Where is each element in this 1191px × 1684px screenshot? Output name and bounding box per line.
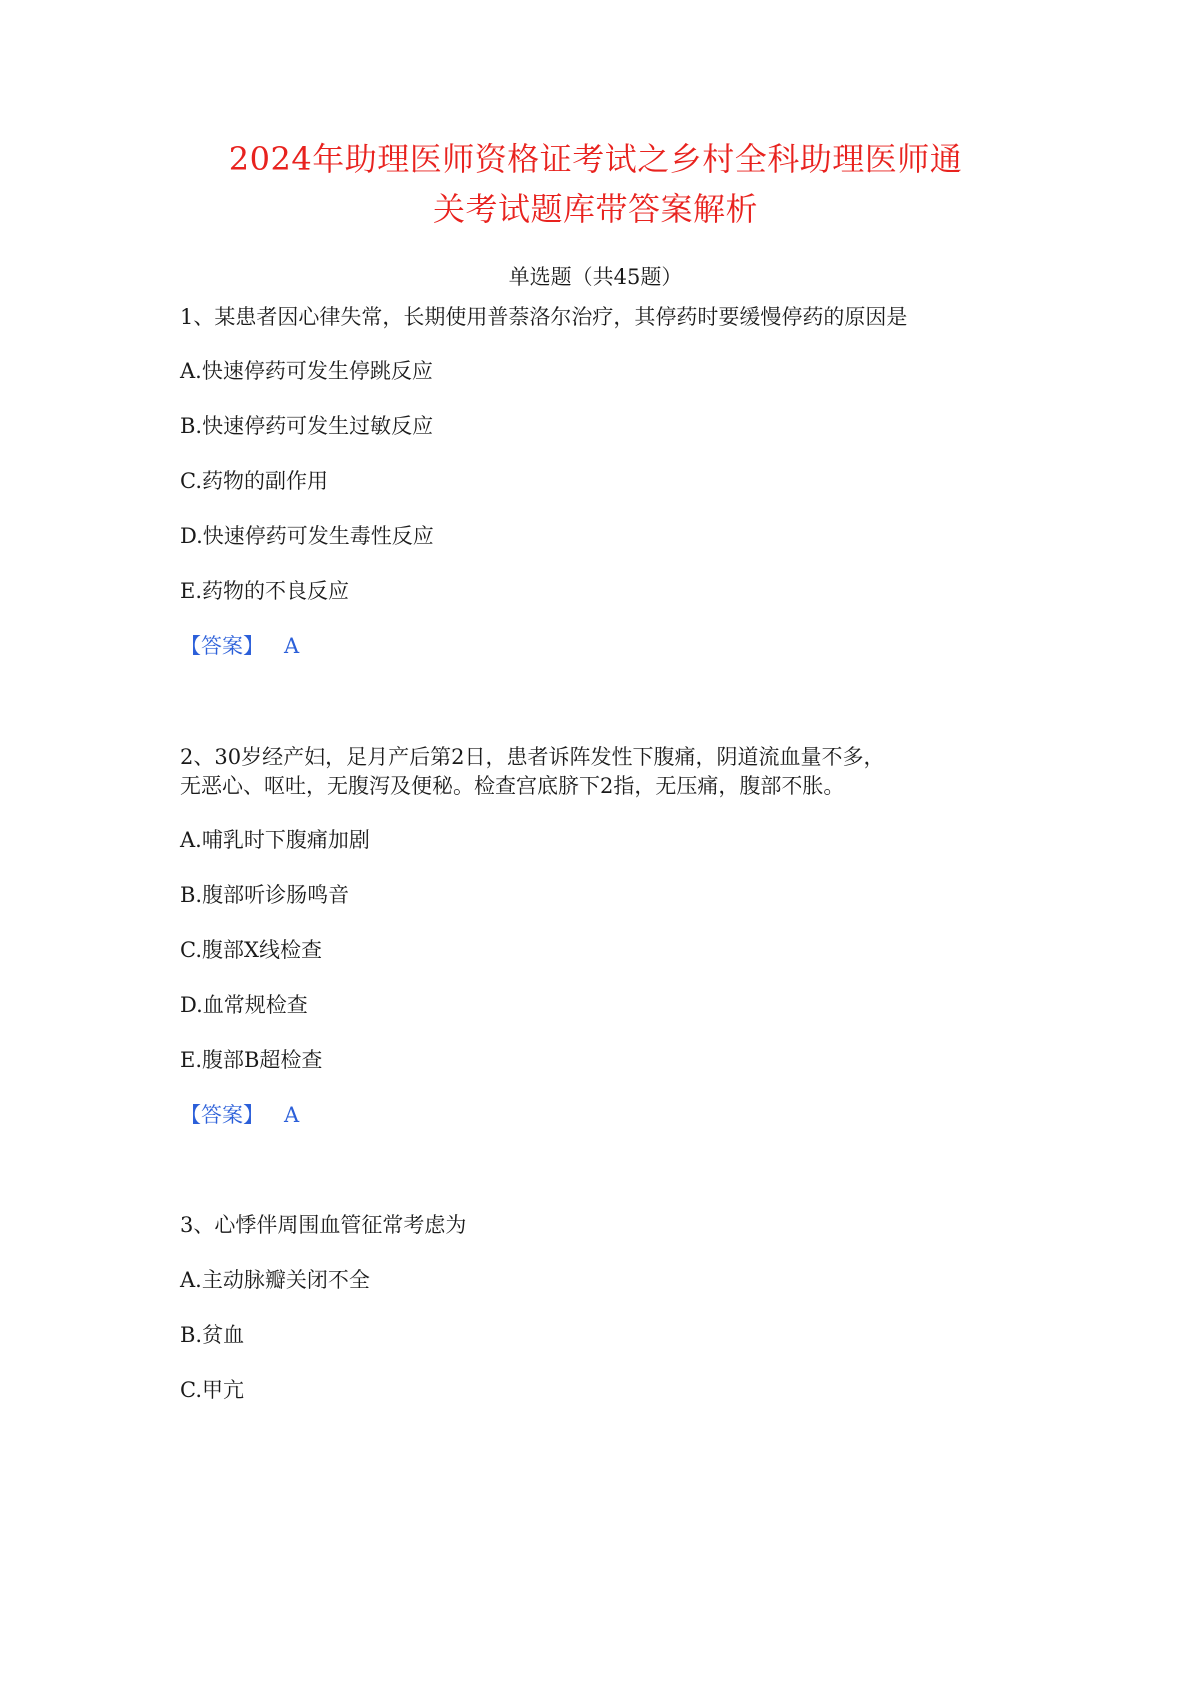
answer-label: 【答案】 — [180, 634, 264, 658]
question-2-option-e: E.腹部B超检查 — [180, 1048, 323, 1072]
question-2-answer — [180, 1100, 299, 1130]
question-1-answer — [180, 631, 299, 661]
question-3-option-a: A.主动脉瓣关闭不全 — [180, 1268, 370, 1292]
question-3-option-b: B.贫血 — [180, 1323, 245, 1347]
title-line-2: 关考试题库带答案解析 — [432, 190, 758, 228]
question-1-option-e: E.药物的不良反应 — [180, 579, 350, 603]
question-3-option-c: C.甲亢 — [180, 1378, 244, 1402]
question-1-option-d: D.快速停药可发生毒性反应 — [180, 524, 434, 548]
answer-label: 【答案】 — [180, 1103, 264, 1127]
question-2-stem-line-2: 无恶心、呕吐，无腹泻及便秘。检查宫底脐下2指，无压痛，腹部不胀。 — [180, 774, 845, 798]
question-1-option-c: C.药物的副作用 — [180, 469, 328, 493]
answer-value: A — [284, 634, 300, 658]
section-heading: 单选题（共45题） — [508, 265, 683, 289]
question-1-option-a: A.快速停药可发生停跳反应 — [180, 359, 433, 383]
question-2-option-a: A.哺乳时下腹痛加剧 — [180, 828, 370, 852]
question-2-stem-line-1: 2、30岁经产妇，足月产后第2日，患者诉阵发性下腹痛，阴道流血量不多， — [180, 745, 885, 769]
answer-value: A — [284, 1103, 300, 1127]
document-title — [140, 134, 1051, 234]
question-2-option-c: C.腹部X线检查 — [180, 938, 322, 962]
question-1-option-b: B.快速停药可发生过敏反应 — [180, 414, 434, 438]
question-2-option-d: D.血常规检查 — [180, 993, 308, 1017]
question-1-stem: 1、某患者因心律失常，长期使用普萘洛尔治疗，其停药时要缓慢停药的原因是 — [180, 305, 908, 329]
title-line-1: 2024年助理医师资格证考试之乡村全科助理医师通 — [228, 140, 963, 178]
question-2-option-b: B.腹部听诊肠鸣音 — [180, 883, 350, 907]
question-3-stem: 3、心悸伴周围血管征常考虑为 — [180, 1213, 467, 1237]
